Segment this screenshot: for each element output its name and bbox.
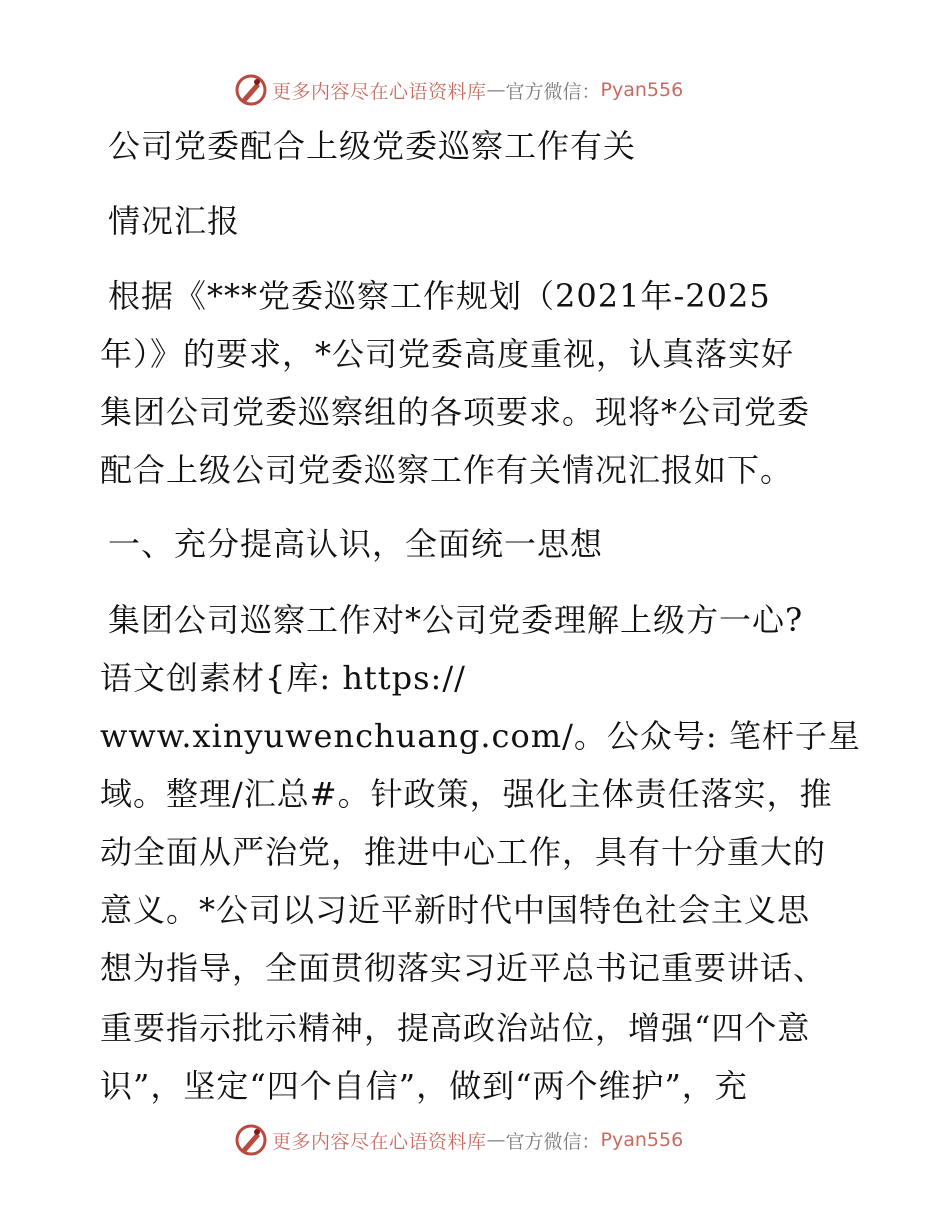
body-line: 想为指导，全面贯彻落实习近平总书记重要讲话、	[100, 949, 827, 987]
body-line: www.xinyuwenchuang.com/。公众号: 笔杆子星	[100, 717, 861, 755]
banner-wechat-label: 官方微信：	[505, 1130, 601, 1153]
pen-logo-icon	[234, 1123, 268, 1157]
document-title-line-1: 公司党委配合上级党委巡察工作有关	[108, 127, 637, 165]
body-line: 集团公司巡察工作对*公司党委理解上级方一心?	[108, 601, 804, 639]
banner-wechat-id: Pyan556	[600, 1129, 684, 1151]
banner-wechat-id: Pyan556	[600, 79, 684, 101]
section-heading: 一、充分提高认识，全面统一思想	[108, 525, 604, 563]
body-line: 域。整理/汇总#。针政策，强化主体责任落实，推	[100, 775, 833, 813]
body-line: 动全面从严治党，推进中心工作，具有十分重大的	[100, 833, 827, 871]
body-line: 重要指示批示精神，提高政治站位，增强“四个意	[100, 1009, 811, 1047]
body-line: 识”，坚定“四个自信”，做到“两个维护”，充	[100, 1067, 748, 1105]
footer-banner	[234, 1122, 714, 1158]
document-title-line-2: 情况汇报	[108, 202, 241, 240]
intro-line: 集团公司党委巡察组的各项要求。现将*公司党委	[100, 393, 811, 431]
intro-line: 配合上级公司党委巡察工作有关情况汇报如下。	[100, 451, 794, 489]
banner-text: 更多内容尽在心语资料库	[272, 80, 487, 103]
intro-line: 年）》的要求，*公司党委高度重视，认真落实好	[100, 335, 795, 373]
banner-text: 更多内容尽在心语资料库	[272, 1130, 487, 1153]
body-line: 意义。*公司以习近平新时代中国特色社会主义思	[100, 891, 811, 929]
pen-logo-icon	[234, 73, 268, 107]
body-line: 语文创素材{库: https://	[100, 659, 466, 697]
header-banner	[234, 72, 714, 108]
banner-separator: —	[486, 79, 506, 101]
banner-separator: —	[486, 1129, 506, 1151]
banner-wechat-label: 官方微信：	[505, 80, 601, 103]
intro-line: 根据《***党委巡察工作规划（2021年-2025	[108, 277, 771, 315]
